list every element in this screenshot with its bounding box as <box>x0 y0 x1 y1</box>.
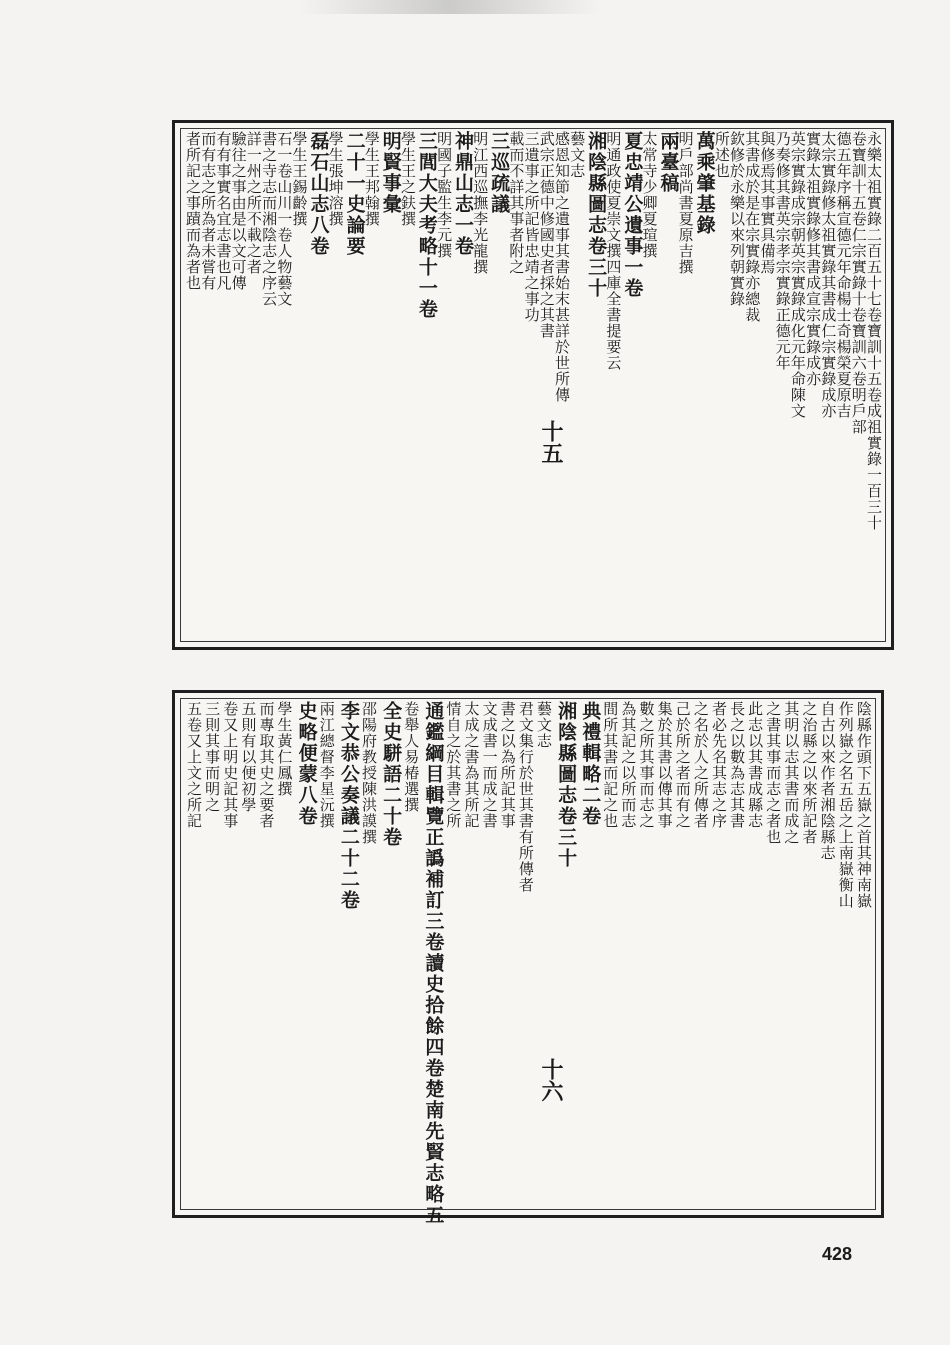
text-column: 永樂太祖實錄二百五十七卷寶訓十五卷成祖實錄一百三十 <box>865 131 883 531</box>
text-column: 之書其事而志之者也 <box>764 701 783 845</box>
text-column: 明通政使夏崇文撰四庫全書提要云 <box>604 131 623 371</box>
text-column: 明戶部尚書夏原吉撰 <box>676 131 695 275</box>
entry-title-column: 兩臺稿 <box>657 131 680 194</box>
text-column: 學生張坤溶撰 <box>326 131 345 227</box>
text-column: 驗往之事由是以文可傳 <box>229 131 248 291</box>
entry-title-column: 李文恭公奏議二十二卷 <box>337 701 360 911</box>
upper-text-block <box>172 120 894 650</box>
text-column: 太常寺少卿夏瑄撰 <box>640 131 659 259</box>
text-column: 與修焉其事實具備焉 <box>758 131 777 275</box>
lower-columns <box>185 701 873 1226</box>
text-column: 學生黃仁鳳撰 <box>275 701 294 797</box>
text-column: 己於所之者而有之 <box>673 701 692 829</box>
entry-title-column: 明賢事彙 <box>379 131 402 215</box>
entry-title-column: 通鑑綱目輯覽正譌補訂三卷讀史拾餘四卷楚南先賢志略五 <box>422 701 445 1226</box>
text-column: 武宗正德中修國史者採之其書 <box>537 131 556 339</box>
text-column: 情自之於其書之所 <box>444 701 463 829</box>
upper-columns <box>185 131 881 639</box>
text-column: 卷寶訓十五卷仁宗實錄十卷寶訓六卷明戶部 <box>849 131 868 435</box>
text-column: 君文集行於世其書有所傳者 <box>516 701 535 893</box>
text-column: 其明以志其書而成之 <box>782 701 801 845</box>
text-column: 明國子監生李元撰 <box>435 131 454 259</box>
text-column: 乃奏修其書英宗孝宗實錄正德元年 <box>773 131 792 371</box>
text-column: 太宗實錄修太祖實錄其書成仁宗實錄成亦 <box>819 131 838 419</box>
text-column: 三遺事之所記皆忠靖之事功 <box>522 131 541 323</box>
text-column: 載而不詳其事者附之 <box>507 131 526 275</box>
text-column: 為其記之以所而志 <box>619 701 638 829</box>
text-column: 而有志之所為者未嘗有 <box>199 131 218 291</box>
text-column: 邵陽府教授陳洪謨撰 <box>359 701 378 845</box>
text-column: 長之以數為志其書 <box>728 701 747 829</box>
text-column: 學生王錫齡撰 <box>290 131 309 227</box>
text-column: 五則有以便初學 <box>239 701 258 813</box>
text-column: 此志以其書成縣志 <box>746 701 765 829</box>
text-column: 英宗實錄成宗朝英宗實錄成化元年命陳文 <box>788 131 807 419</box>
text-column: 之名於人之所傳者 <box>691 701 710 829</box>
text-column: 詳一州之所不載之者 <box>244 131 263 275</box>
text-column: 之治縣之以來所記者 <box>800 701 819 845</box>
text-column: 陰縣作頭下五嶽之首其神南嶽 <box>854 701 873 909</box>
text-column: 作列嶽之名五岳之上南嶽衡山 <box>836 701 855 909</box>
entry-title-column: 典禮輯略二卷 <box>579 701 602 827</box>
text-column: 學生王之鈇撰 <box>398 131 417 227</box>
text-column: 而專取其史之要者 <box>257 701 276 829</box>
text-column: 文成書一而成之書 <box>480 701 499 829</box>
text-column: 學生王邦翰撰 <box>362 131 381 227</box>
text-column: 者所記之事蹟而為者也 <box>184 131 202 291</box>
entry-title-column: 三巡疏議 <box>488 131 511 215</box>
text-column: 有有事實名宜志書也凡 <box>214 131 233 291</box>
text-column: 者必先名其志之序 <box>709 701 728 829</box>
page-number: 428 <box>822 1244 853 1264</box>
text-column: 書之以為所記其事 <box>498 701 517 829</box>
text-column: 數之所其事而志之 <box>637 701 656 829</box>
text-column: 卷又上明史記其事 <box>221 701 240 829</box>
text-column: 自古以來作者湘陰縣志 <box>818 701 837 861</box>
text-column: 實錄太祖實錄修其書成宣宗實錄成亦 <box>804 131 823 387</box>
text-column: 藝文志 <box>534 701 553 749</box>
text-column: 五卷又上文之所記 <box>185 701 203 829</box>
scan-smudge <box>300 0 600 14</box>
text-column: 三則其事而明之 <box>203 701 222 813</box>
text-column: 石一卷山川一卷人物藝文 <box>275 131 294 307</box>
entry-title-column: 三閭大夫考略十一卷 <box>415 131 438 320</box>
text-column: 所述也 <box>712 131 731 179</box>
text-column: 書之寺志而湘陰志之序云 <box>260 131 279 307</box>
entry-title-column: 磊石山志八卷 <box>307 131 330 257</box>
entry-title-column: 全史駢語二十卷 <box>380 701 403 848</box>
entry-title-column: 湘陰縣圖志卷三十 <box>555 701 578 869</box>
text-column: 太成之書為其所記 <box>462 701 481 829</box>
entry-title-column: 二十一史論要 <box>343 131 366 257</box>
text-column: 集於其書以傳其事 <box>655 701 674 829</box>
text-column: 其書成於是在宗實錄亦總裁 <box>743 131 762 323</box>
text-column: 兩江總督李星沅撰 <box>317 701 336 829</box>
text-column: 間所其書而記之也 <box>601 701 620 829</box>
lower-text-block <box>172 690 884 1226</box>
upper-folio-number: 十五 <box>538 420 564 464</box>
text-column: 明江西巡撫李光龍撰 <box>471 131 490 275</box>
text-column: 德五年序稱宣德元年命楊士奇楊榮夏原吉 <box>834 131 853 419</box>
text-column: 卷舉人易椿選撰 <box>402 701 421 813</box>
entry-title-column: 史略便蒙八卷 <box>295 701 318 827</box>
text-column: 感恩知節之遺事其書始末甚詳於世所傳 <box>553 131 572 403</box>
lower-folio-number: 十六 <box>538 1058 564 1102</box>
text-column: 藝文志 <box>568 131 587 179</box>
entry-title-column: 萬乘肇基錄 <box>693 131 716 236</box>
entry-title-column: 湘陰縣圖志卷三十 <box>585 131 608 299</box>
entry-title-column: 神鼎山志一卷 <box>452 131 475 257</box>
entry-title-column: 夏忠靖公遺事一卷 <box>621 131 644 299</box>
text-column: 欽修於永樂以來列朝實錄 <box>728 131 747 307</box>
